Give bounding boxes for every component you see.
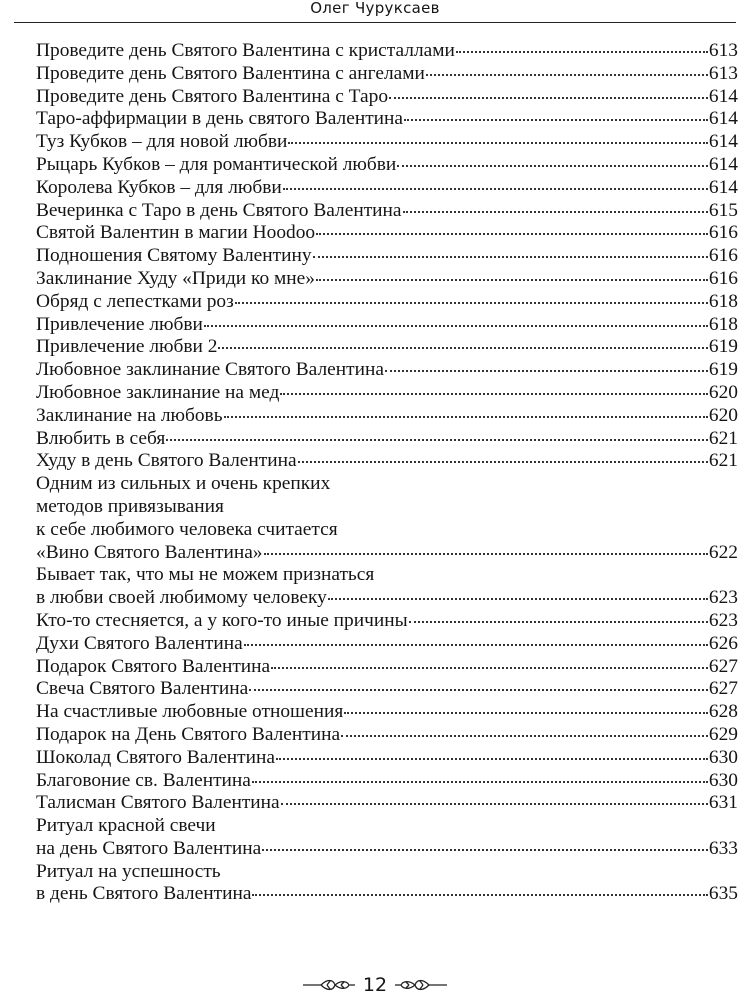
toc-entry-line xyxy=(36,519,738,542)
toc-entry[interactable] xyxy=(36,359,738,382)
toc-entry-title: Святой Валентин в магии Hoodoo xyxy=(36,222,316,244)
toc-page-number: 614 xyxy=(708,153,738,175)
toc-entry[interactable] xyxy=(36,336,738,359)
dot-leader xyxy=(288,142,707,144)
toc-entry-title: Благовоние св. Валентина xyxy=(36,769,251,791)
toc-entry-line xyxy=(36,792,738,815)
toc-entry-line xyxy=(36,633,738,656)
toc-entry-title: Вечеринка с Таро в день Святого Валентина xyxy=(36,199,402,221)
toc-entry-title: Привлечение любви 2 xyxy=(36,336,218,358)
toc-entry-line xyxy=(36,701,738,724)
toc-entry[interactable] xyxy=(36,245,738,268)
dot-leader xyxy=(252,781,708,783)
dot-leader xyxy=(397,165,708,167)
toc-page-number: 620 xyxy=(708,381,738,403)
left-ornament-icon xyxy=(301,978,357,992)
dot-leader xyxy=(409,621,708,623)
toc-page-number: 619 xyxy=(708,359,738,381)
toc-entry[interactable] xyxy=(36,701,738,724)
dot-leader xyxy=(262,849,708,851)
toc-entry-line xyxy=(36,610,738,633)
toc-entry-title: на день Святого Валентина xyxy=(36,837,262,859)
toc-page-number: 613 xyxy=(708,62,738,84)
toc-page-number: 614 xyxy=(708,85,738,107)
toc-page-number: 618 xyxy=(708,290,738,312)
toc-entry[interactable] xyxy=(36,678,738,701)
toc-entry-line xyxy=(36,770,738,793)
toc-entry[interactable] xyxy=(36,291,738,314)
dot-leader xyxy=(344,712,708,714)
toc-entry-title: Проведите день Святого Валентина с Таро xyxy=(36,85,389,107)
toc-entry-title: Заклинание Худу «Приди ко мне» xyxy=(36,267,315,289)
dot-leader xyxy=(166,439,708,441)
toc-entry-line xyxy=(36,656,738,679)
toc-entry-title: Проведите день Святого Валентина с кристаллами xyxy=(36,40,455,61)
toc-entry-title: Подарок на День Святого Валентина xyxy=(36,723,341,745)
dot-leader xyxy=(389,97,708,99)
toc-entry-line xyxy=(36,450,738,473)
toc-entry-line xyxy=(36,405,738,428)
dot-leader xyxy=(316,279,708,281)
toc-page-number: 627 xyxy=(708,678,738,700)
toc-entry[interactable] xyxy=(36,564,738,610)
dot-leader xyxy=(218,347,707,349)
toc-entry[interactable] xyxy=(36,747,738,770)
toc-entry-title: Влюбить в себя xyxy=(36,427,166,449)
toc-page-number: 622 xyxy=(708,541,738,563)
dot-leader xyxy=(280,393,708,395)
toc-entry-title: Кто-то стесняется, а у кого-то иные причины xyxy=(36,609,408,631)
author-name: Олег Чуруксаев xyxy=(310,0,440,17)
toc-entry-title: «Вино Святого Валентина» xyxy=(36,541,263,563)
toc-entry-line xyxy=(36,382,738,405)
toc-entry[interactable] xyxy=(36,154,738,177)
toc-page-number: 620 xyxy=(708,404,738,426)
toc-page-number: 621 xyxy=(708,450,738,472)
toc-entry[interactable] xyxy=(36,131,738,154)
toc-entry[interactable] xyxy=(36,815,738,861)
toc-page-number: 614 xyxy=(708,176,738,198)
toc-page-number: 630 xyxy=(708,746,738,768)
toc-entry-title: На счастливые любовные отношения xyxy=(36,701,344,723)
toc-entry-title: Ритуал красной свечи xyxy=(36,815,216,837)
dot-leader xyxy=(224,416,708,418)
dot-leader xyxy=(204,325,708,327)
dot-leader xyxy=(244,644,708,646)
toc-entry-line xyxy=(36,222,738,245)
dot-leader xyxy=(385,370,708,372)
toc-page-number: 629 xyxy=(708,723,738,745)
toc-entry[interactable] xyxy=(36,724,738,747)
dot-leader xyxy=(426,74,708,76)
toc-entry[interactable] xyxy=(36,428,738,451)
toc-entry-line xyxy=(36,291,738,314)
toc-entry[interactable] xyxy=(36,792,738,815)
toc-entry-line xyxy=(36,473,738,496)
toc-entry-line xyxy=(36,314,738,337)
toc-entry-line xyxy=(36,359,738,382)
toc-page-number: 630 xyxy=(708,769,738,791)
toc-entry[interactable] xyxy=(36,770,738,793)
toc-entry[interactable] xyxy=(36,177,738,200)
toc-entry[interactable] xyxy=(36,268,738,291)
toc-entry-line xyxy=(36,131,738,154)
toc-entry-title: Обряд с лепестками роз xyxy=(36,290,234,312)
toc-entry[interactable] xyxy=(36,405,738,428)
toc-page-number: 616 xyxy=(708,267,738,289)
toc-page-number: 615 xyxy=(708,199,738,221)
toc-entry[interactable] xyxy=(36,200,738,223)
toc-entry[interactable] xyxy=(36,382,738,405)
toc-entry-line xyxy=(36,861,738,884)
toc-page-number: 631 xyxy=(708,792,738,814)
running-header xyxy=(14,0,736,23)
toc-entry-line xyxy=(36,336,738,359)
dot-leader xyxy=(281,803,708,805)
toc-entry-title: Привлечение любви xyxy=(36,313,203,335)
dot-leader xyxy=(235,302,708,304)
toc-entry[interactable] xyxy=(36,450,738,473)
toc-page-number: 614 xyxy=(708,131,738,153)
toc-entry-line xyxy=(36,40,738,63)
toc-entry[interactable] xyxy=(36,63,738,86)
toc-entry-line xyxy=(36,63,738,86)
toc-page-number: 621 xyxy=(708,427,738,449)
dot-leader xyxy=(313,256,708,258)
toc-entry-line xyxy=(36,177,738,200)
page-number: 12 xyxy=(362,974,388,996)
page-footer xyxy=(0,974,750,996)
toc-entry-title: Духи Святого Валентина xyxy=(36,632,243,654)
dot-leader xyxy=(403,211,708,213)
toc-entry-title: Худу в день Святого Валентина xyxy=(36,450,297,472)
dot-leader xyxy=(264,553,708,555)
toc-entry-line xyxy=(36,724,738,747)
toc-entry-line xyxy=(36,542,738,565)
dot-leader xyxy=(249,689,708,691)
dot-leader xyxy=(298,461,708,463)
toc-page-number: 613 xyxy=(708,40,738,61)
dot-leader xyxy=(328,598,708,600)
dot-leader xyxy=(316,233,708,235)
toc-page-number: 628 xyxy=(708,701,738,723)
toc-entry-line xyxy=(36,245,738,268)
toc-entry[interactable] xyxy=(36,656,738,679)
toc-entry-title: в любви своей любимому человеку xyxy=(36,587,327,609)
toc-entry-title: методов привязывания xyxy=(36,495,224,517)
toc-entry-title: Свеча Святого Валентина xyxy=(36,678,249,700)
dot-leader xyxy=(456,51,708,53)
table-of-contents xyxy=(36,40,738,906)
toc-page-number: 614 xyxy=(708,108,738,130)
toc-page-number: 618 xyxy=(708,313,738,335)
dot-leader xyxy=(276,758,708,760)
dot-leader xyxy=(283,188,708,190)
toc-entry-title: Бывает так, что мы не можем признаться xyxy=(36,564,375,586)
toc-entry-title: Талисман Святого Валентина xyxy=(36,792,280,814)
right-ornament-icon xyxy=(393,978,449,992)
toc-entry[interactable] xyxy=(36,314,738,337)
toc-entry-title: Ритуал на успешность xyxy=(36,860,221,882)
toc-entry-line xyxy=(36,564,738,587)
toc-page-number: 619 xyxy=(708,336,738,358)
toc-entry-line xyxy=(36,747,738,770)
toc-entry-title: Любовное заклинание на мед xyxy=(36,381,280,403)
toc-entry[interactable] xyxy=(36,86,738,109)
toc-entry-line xyxy=(36,587,738,610)
toc-entry[interactable] xyxy=(36,222,738,245)
toc-entry-title: Королева Кубков – для любви xyxy=(36,176,282,198)
toc-entry-title: Подарок Святого Валентина xyxy=(36,655,271,677)
toc-entry-title: Подношения Святому Валентину xyxy=(36,245,312,267)
toc-page-number: 635 xyxy=(708,883,738,905)
toc-entry-title: Туз Кубков – для новой любви xyxy=(36,131,288,153)
dot-leader xyxy=(271,667,708,669)
toc-entry-line xyxy=(36,428,738,451)
toc-entry[interactable] xyxy=(36,861,738,907)
toc-page-number: 623 xyxy=(708,587,738,609)
toc-page-number: 626 xyxy=(708,632,738,654)
toc-entry-title: Рыцарь Кубков – для романтической любви xyxy=(36,153,397,175)
toc-entry-title: в день Святого Валентина xyxy=(36,883,252,905)
toc-entry-title: Заклинание на любовь xyxy=(36,404,223,426)
toc-entry[interactable] xyxy=(36,108,738,131)
dot-leader xyxy=(404,119,708,121)
toc-entry-title: Любовное заклинание Святого Валентина xyxy=(36,359,384,381)
toc-page-number: 627 xyxy=(708,655,738,677)
toc-page-number: 623 xyxy=(708,609,738,631)
toc-entry[interactable] xyxy=(36,610,738,633)
toc-entry-line xyxy=(36,86,738,109)
toc-entry-line xyxy=(36,838,738,861)
toc-entry-line xyxy=(36,815,738,838)
toc-entry-line xyxy=(36,268,738,291)
toc-entry-title: Проведите день Святого Валентина с ангелами xyxy=(36,62,425,84)
toc-entry-line xyxy=(36,678,738,701)
toc-entry[interactable] xyxy=(36,633,738,656)
toc-entry[interactable] xyxy=(36,473,738,564)
toc-page-number: 633 xyxy=(708,837,738,859)
toc-entry-title: к себе любимого человека считается xyxy=(36,518,338,540)
toc-page-number: 616 xyxy=(708,222,738,244)
dot-leader xyxy=(252,894,707,896)
toc-entry-title: Таро-аффирмации в день святого Валентина xyxy=(36,108,404,130)
toc-entry-line xyxy=(36,883,738,906)
toc-entry[interactable] xyxy=(36,40,738,63)
dot-leader xyxy=(341,735,708,737)
toc-entry-line xyxy=(36,154,738,177)
toc-entry-title: Шоколад Святого Валентина xyxy=(36,746,276,768)
toc-entry-line xyxy=(36,200,738,223)
toc-entry-line xyxy=(36,496,738,519)
toc-entry-title: Одним из сильных и очень крепких xyxy=(36,473,331,495)
toc-entry-line xyxy=(36,108,738,131)
toc-page-number: 616 xyxy=(708,245,738,267)
